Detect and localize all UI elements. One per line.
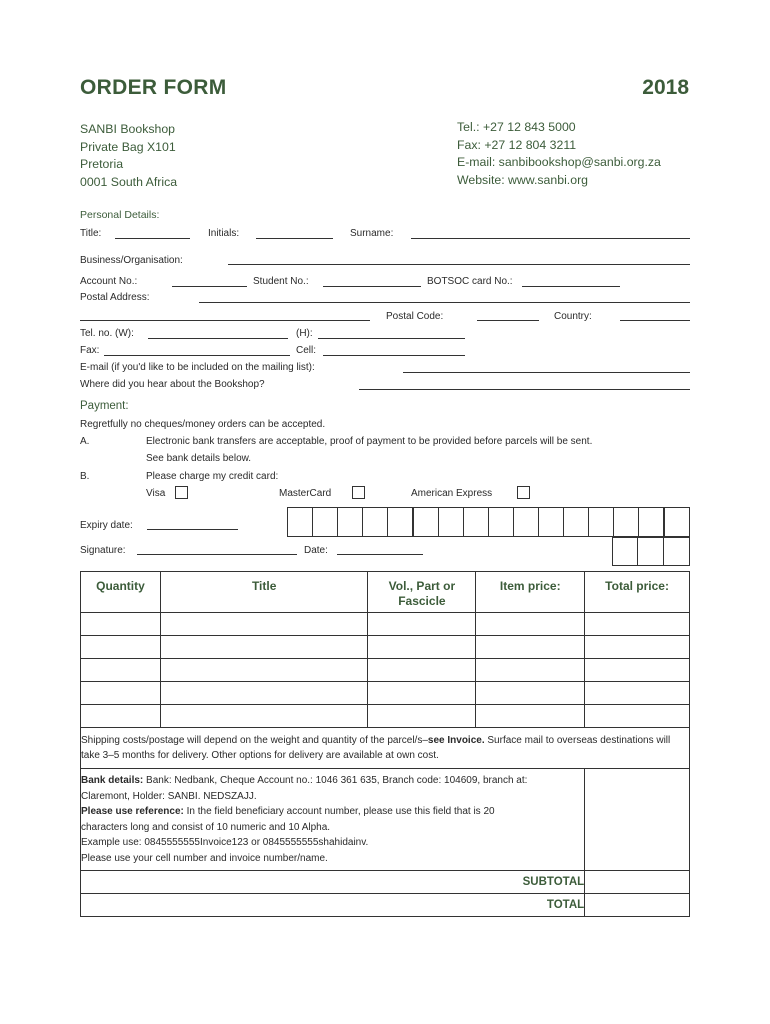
payment-intro: Regretfully no cheques/money orders can be accepted. (80, 419, 326, 430)
volume-cell[interactable] (368, 659, 476, 682)
option-a-letter: A. (80, 436, 90, 447)
country-field[interactable] (620, 320, 690, 321)
title-cell[interactable] (160, 682, 368, 705)
card-number-box[interactable] (563, 507, 589, 537)
contact-tel: Tel.: +27 12 843 5000 (457, 120, 576, 134)
total-price-cell[interactable] (585, 636, 690, 659)
table-row (81, 613, 690, 636)
card-number-box[interactable] (488, 507, 514, 537)
item-price-cell[interactable] (476, 682, 585, 705)
title-cell[interactable] (160, 636, 368, 659)
business-label: Business/Organisation: (80, 255, 183, 266)
visa-checkbox[interactable] (175, 486, 188, 499)
quantity-cell[interactable] (81, 682, 161, 705)
title-field[interactable] (115, 238, 190, 239)
item-price-cell[interactable] (476, 659, 585, 682)
surname-field[interactable] (411, 238, 690, 239)
subtotal-label: SUBTOTAL (81, 871, 585, 894)
postal-code-label: Postal Code: (386, 311, 444, 322)
shipping-note-text: Shipping costs/postage will depend on the weight and quantity of the parcel/s– (81, 735, 428, 746)
student-label: Student No.: (253, 276, 309, 287)
subtotal-row (81, 871, 690, 894)
card-number-box[interactable] (413, 507, 439, 537)
quantity-cell[interactable] (81, 636, 161, 659)
item-price-cell[interactable] (476, 636, 585, 659)
signature-label: Signature: (80, 545, 126, 556)
visa-label: Visa (146, 488, 166, 499)
option-a-text: Electronic bank transfers are acceptable, proof of payment to be provided before parcels will be sent. (146, 436, 593, 447)
volume-cell[interactable] (368, 705, 476, 728)
card-number-box[interactable] (387, 507, 413, 537)
quantity-cell[interactable] (81, 659, 161, 682)
signature-field[interactable] (137, 554, 297, 555)
table-row (81, 636, 690, 659)
card-number-box[interactable] (588, 507, 614, 537)
amex-checkbox[interactable] (517, 486, 530, 499)
bank-details-body: Bank: Nedbank, Cheque Account no.: 1046 361 635, Branch code: 104609, branch at: Claremont, Holder: SANBI. NEDSZAJJ. (81, 775, 528, 802)
tel-label: Tel. no. (W): (80, 328, 134, 339)
botsoc-label: BOTSOC card No.: (427, 276, 513, 287)
postal-code-field[interactable] (477, 320, 539, 321)
postal-address-label: Postal Address: (80, 292, 150, 303)
volume-cell[interactable] (368, 613, 476, 636)
title-cell[interactable] (160, 705, 368, 728)
col-total-price: Total price: (585, 572, 690, 613)
title-cell[interactable] (160, 613, 368, 636)
total-row (81, 894, 690, 917)
card-number-box[interactable] (463, 507, 489, 537)
form-title: ORDER FORM (80, 76, 227, 99)
surname-label: Surname: (350, 228, 394, 239)
cvv-box[interactable] (612, 537, 638, 566)
table-header-row (81, 572, 690, 613)
volume-cell[interactable] (368, 636, 476, 659)
cvv-box[interactable] (663, 537, 690, 566)
option-b-text: Please charge my credit card: (146, 471, 279, 482)
card-number-box[interactable] (312, 507, 338, 537)
tel-home-label: (H): (296, 328, 313, 339)
reference-text (81, 804, 584, 835)
item-price-cell[interactable] (476, 705, 585, 728)
reference-heading: Please use reference: (81, 806, 184, 817)
email-field[interactable] (403, 372, 690, 373)
total-price-cell[interactable] (585, 705, 690, 728)
total-price-cell[interactable] (585, 682, 690, 705)
bank-details (81, 769, 585, 871)
account-label: Account No.: (80, 276, 138, 287)
shipping-note (81, 728, 690, 769)
shipping-note-row (81, 728, 690, 769)
initials-field[interactable] (256, 238, 333, 239)
example-text: Example use: 0845555555Invoice123 or 0845555555shahidainv. (81, 837, 369, 848)
col-quantity: Quantity (81, 572, 161, 613)
mastercard-checkbox[interactable] (352, 486, 365, 499)
total-price-cell[interactable] (585, 659, 690, 682)
col-item-price: Item price: (476, 572, 585, 613)
card-number-box[interactable] (287, 507, 313, 537)
card-number-box[interactable] (664, 507, 690, 537)
date-label: Date: (304, 545, 328, 556)
card-number-box[interactable] (513, 507, 539, 537)
contact-website: Website: www.sanbi.org (457, 172, 588, 187)
shipping-note-text-2: Surface mail to overseas destinations will take 3–5 months for delivery. Other options for delivery are available at own cost. (81, 735, 671, 761)
address-line: Pretoria (80, 157, 124, 171)
date-field[interactable] (337, 554, 423, 555)
bank-details-text (81, 773, 584, 804)
country-label: Country: (554, 311, 592, 322)
option-a-text-2: See bank details below. (146, 453, 252, 464)
card-number-box[interactable] (638, 507, 664, 537)
table-row (81, 682, 690, 705)
total-price-cell[interactable] (585, 613, 690, 636)
reference-body: In the field beneficiary account number, please use this field that is 20 characters long and consist of 10 numeric and 10 Alpha. (81, 806, 495, 833)
table-row (81, 659, 690, 682)
address-line: SANBI Bookshop (80, 122, 176, 136)
where-heard-label: Where did you hear about the Bookshop? (80, 379, 265, 390)
email-label: E-mail (if you'd like to be included on the mailing list): (80, 362, 315, 373)
total-label: TOTAL (81, 894, 585, 917)
fax-field[interactable] (104, 355, 290, 356)
personal-details-heading: Personal Details: (80, 209, 160, 221)
cell-label: Cell: (296, 345, 317, 356)
expiry-date-field[interactable] (147, 529, 238, 530)
botsoc-field[interactable] (522, 286, 620, 287)
order-table (80, 571, 690, 917)
card-number-box[interactable] (337, 507, 363, 537)
quantity-cell[interactable] (81, 613, 161, 636)
mastercard-label: MasterCard (279, 488, 332, 499)
postal-address-field[interactable] (199, 302, 690, 303)
form-year: 2018 (642, 76, 689, 99)
bank-details-value-cell (585, 769, 690, 871)
col-volume (368, 572, 476, 613)
payment-heading: Payment: (80, 400, 129, 412)
contact-email: E-mail: sanbibookshop@sanbi.org.za (457, 155, 661, 169)
quantity-cell[interactable] (81, 705, 161, 728)
business-field[interactable] (228, 264, 690, 265)
total-value[interactable] (585, 894, 690, 917)
card-number-box[interactable] (538, 507, 564, 537)
student-field[interactable] (323, 286, 421, 287)
title-cell[interactable] (160, 659, 368, 682)
card-number-box[interactable] (613, 507, 639, 537)
option-b-letter: B. (80, 471, 90, 482)
bookshop-address (80, 121, 177, 191)
title-label: Title: (80, 228, 102, 239)
card-number-box[interactable] (362, 507, 388, 537)
table-row (81, 705, 690, 728)
item-price-cell[interactable] (476, 613, 585, 636)
address-line: 0001 South Africa (80, 174, 178, 189)
card-number-box[interactable] (438, 507, 464, 537)
col-volume-label: Vol., Part or Fascicle (388, 579, 456, 608)
bank-details-row (81, 769, 690, 871)
bank-details-heading: Bank details: (81, 775, 144, 786)
postal-address-field-2[interactable] (80, 320, 370, 321)
see-invoice: see Invoice. (427, 735, 485, 746)
tel-home-field[interactable] (318, 338, 465, 339)
contact-fax: Fax: +27 12 804 3211 (457, 137, 577, 152)
cell-field[interactable] (323, 355, 465, 356)
tel-field[interactable] (148, 338, 288, 339)
bookshop-contact (457, 119, 661, 189)
cell-note-text: Please use your cell number and invoice number/name. (81, 852, 328, 864)
where-heard-field[interactable] (359, 389, 690, 390)
amex-label: American Express (411, 488, 493, 499)
address-line: Private Bag X101 (80, 139, 176, 154)
cvv-box[interactable] (637, 537, 664, 566)
expiry-date-label: Expiry date: (80, 520, 133, 531)
col-title: Title (160, 572, 368, 613)
fax-label: Fax: (80, 345, 100, 356)
volume-cell[interactable] (368, 682, 476, 705)
subtotal-value[interactable] (585, 871, 690, 894)
account-field[interactable] (172, 286, 247, 287)
initials-label: Initials: (208, 228, 240, 239)
